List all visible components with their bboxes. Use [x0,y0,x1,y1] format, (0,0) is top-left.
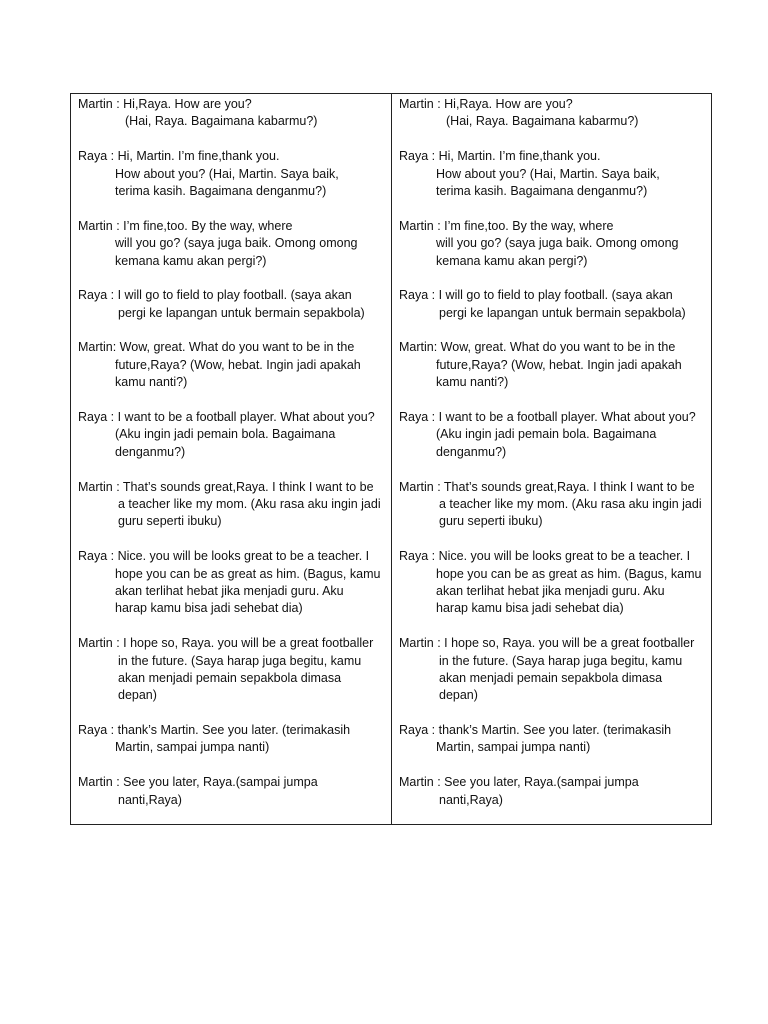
dialog-continuation-line: kamu nanti?) [115,375,188,390]
dialog-speaker-line: Martin : I hope so, Raya. you will be a great footballer [399,636,695,651]
dialog-continuation-line: (Hai, Raya. Bagaimana kabarmu?) [446,114,639,129]
dialog-continuation-line: future,Raya? (Wow, hebat. Ingin jadi apakah [115,357,361,372]
dialog-speaker-line: Raya : thank’s Martin. See you later. (terimakasih [399,723,672,738]
dialog-entry [399,339,705,391]
dialog-speaker-line: Martin : I’m fine,too. By the way, where [78,218,293,233]
dialog-continuation-line: How about you? (Hai, Martin. Saya baik, [115,166,339,181]
dialog-entry [78,218,385,270]
dialog-continuation-line: guru seperti ibuku) [118,514,222,529]
dialog-entry [78,548,385,618]
dialog-continuation-line: harap kamu bisa jadi sehebat dia) [115,601,303,616]
dialog-continuation-line: denganmu?) [436,444,507,459]
dialog-continuation-line: terima kasih. Bagaimana denganmu?) [115,183,327,198]
dialog-speaker-line: Raya : I want to be a football player. What about you? [399,410,696,425]
dialog-speaker-line: Martin: Wow, great. What do you want to be in the [78,340,355,355]
dialog-entry [399,287,705,322]
dialog-continuation-line: will you go? (saya juga baik. Omong omong [436,236,679,251]
dialog-continuation-line: (Aku ingin jadi pemain bola. Bagaimana [115,427,336,442]
dialog-speaker-line: Martin : That’s sounds great,Raya. I think I want to be [78,479,374,494]
dialog-speaker-line: Martin : See you later, Raya.(sampai jumpa [399,775,639,790]
dialog-continuation-line: a teacher like my mom. (Aku rasa aku ingin jadi [439,496,702,511]
dialog-continuation-line: depan) [118,688,157,703]
dialog-entry [78,148,385,200]
dialog-continuation-line: akan terlihat hebat jika menjadi guru. Aku [115,583,344,598]
dialog-continuation-line: terima kasih. Bagaimana denganmu?) [436,183,648,198]
dialog-entry [399,148,705,200]
dialog-continuation-line: akan menjadi pemain sepakbola dimasa [118,670,342,685]
dialog-speaker-line: Raya : thank’s Martin. See you later. (terimakasih [78,723,351,738]
dialog-continuation-line: (Aku ingin jadi pemain bola. Bagaimana [436,427,657,442]
dialog-continuation-line: future,Raya? (Wow, hebat. Ingin jadi apakah [436,357,682,372]
dialog-continuation-line: will you go? (saya juga baik. Omong omong [115,236,358,251]
dialog-speaker-line: Martin : Hi,Raya. How are you? [78,97,252,111]
dialog-continuation-line: nanti,Raya) [118,792,182,807]
dialog-continuation-line: pergi ke lapangan untuk bermain sepakbola) [439,305,686,320]
dialog-continuation-line: akan terlihat hebat jika menjadi guru. Aku [436,583,665,598]
dialog-entry [78,339,385,391]
dialog-continuation-line: Martin, sampai jumpa nanti) [115,740,270,755]
dialog-table [70,93,712,825]
dialog-entry [78,722,385,757]
dialog-speaker-line: Raya : Nice. you will be looks great to be a teacher. I [399,549,691,564]
dialog-continuation-line: guru seperti ibuku) [439,514,543,529]
dialog-entry [399,96,705,131]
dialog-speaker-line: Martin : See you later, Raya.(sampai jumpa [78,775,318,790]
dialog-speaker-line: Raya : Nice. you will be looks great to be a teacher. I [78,549,370,564]
dialog-continuation-line: hope you can be as great as him. (Bagus, kamu [436,566,702,581]
dialog-continuation-line: kemana kamu akan pergi?) [115,253,267,268]
dialog-speaker-line: Martin : Hi,Raya. How are you? [399,97,573,111]
dialog-entry [78,635,385,705]
dialog-entry [399,409,705,461]
dialog-speaker-line: Martin : I hope so, Raya. you will be a great footballer [78,636,374,651]
dialog-entry [399,218,705,270]
dialog-continuation-line: harap kamu bisa jadi sehebat dia) [436,601,624,616]
dialog-continuation-line: a teacher like my mom. (Aku rasa aku ingin jadi [118,496,381,511]
dialog-continuation-line: hope you can be as great as him. (Bagus, kamu [115,566,381,581]
dialog-continuation-line: pergi ke lapangan untuk bermain sepakbola) [118,305,365,320]
dialog-speaker-line: Martin : That’s sounds great,Raya. I think I want to be [399,479,695,494]
dialog-continuation-line: in the future. (Saya harap juga begitu, kamu [118,653,362,668]
dialog-entry [399,635,705,705]
dialog-column-right [391,94,711,824]
dialog-speaker-line: Raya : I will go to field to play football. (saya akan [399,288,673,303]
dialog-speaker-line: Raya : I will go to field to play football. (saya akan [78,288,352,303]
dialog-speaker-line: Martin : I’m fine,too. By the way, where [399,218,614,233]
dialog-speaker-line: Raya : Hi, Martin. I’m fine,thank you. [78,149,280,164]
dialog-continuation-line: nanti,Raya) [439,792,503,807]
dialog-continuation-line: akan menjadi pemain sepakbola dimasa [439,670,663,685]
dialog-speaker-line: Martin: Wow, great. What do you want to be in the [399,340,676,355]
dialog-entry [78,409,385,461]
dialog-continuation-line: kemana kamu akan pergi?) [436,253,588,268]
dialog-continuation-line: kamu nanti?) [436,375,509,390]
dialog-continuation-line: in the future. (Saya harap juga begitu, kamu [439,653,683,668]
dialog-entry [399,722,705,757]
dialog-entry [78,479,385,531]
dialog-continuation-line: (Hai, Raya. Bagaimana kabarmu?) [125,114,318,129]
dialog-continuation-line: Martin, sampai jumpa nanti) [436,740,591,755]
dialog-entry [78,774,385,809]
dialog-entry [78,96,385,131]
dialog-entry [399,548,705,618]
dialog-continuation-line: denganmu?) [115,444,186,459]
dialog-column-left [71,94,391,824]
dialog-speaker-line: Raya : I want to be a football player. What about you? [78,410,375,425]
dialog-continuation-line: depan) [439,688,478,703]
dialog-entry [399,479,705,531]
dialog-entry [399,774,705,809]
dialog-continuation-line: How about you? (Hai, Martin. Saya baik, [436,166,660,181]
dialog-speaker-line: Raya : Hi, Martin. I’m fine,thank you. [399,149,601,164]
dialog-entry [78,287,385,322]
